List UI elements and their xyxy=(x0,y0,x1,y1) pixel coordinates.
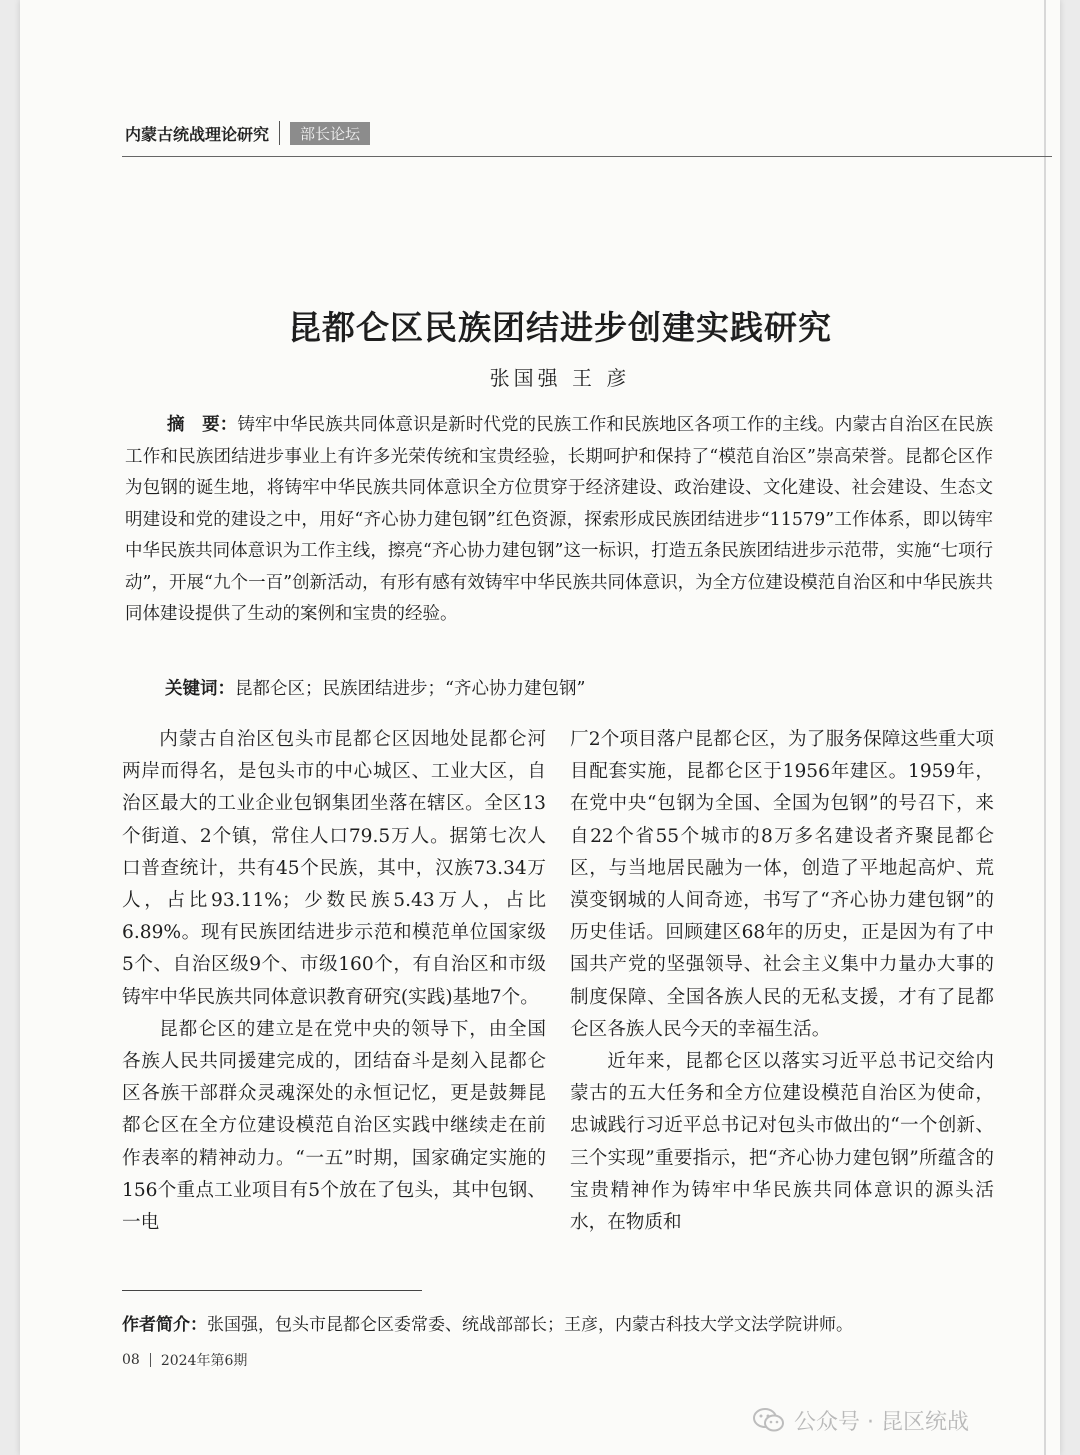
header-divider xyxy=(279,121,280,145)
article-title: 昆都仑区民族团结进步创建实践研究 xyxy=(288,308,832,347)
abstract-text: 铸牢中华民族共同体意识是新时代党的民族工作和民族地区各项工作的主线。内蒙古自治区在民族工作和民族团结进步事业上有许多光荣传统和宝贵经验，长期呵护和保持了“模范自治区”崇高荣誉。昆都仑区作为包钢的诞生地，将铸牢中华民族共同体意识全方位贯穿于经济建设、政治建设、文化建设、社会建设、生态文明建设和党的建设之中，用好“齐心协力建包钢”红色资源，探索形成民族团结进步“11579”工作体系，即以铸牢中华民族共同体意识为工作主线，擦亮“齐心协力建包钢”这一标识，打造五条民族团结进步示范带，实施“七项行动”，开展“九个一百”创新活动，有形有感有效铸牢中华民族共同体意识，为全方位建设模范自治区和中华民族共同体建设提供了生动的案例和宝贵的经验。 xyxy=(125,415,994,624)
body-paragraph: 厂2个项目落户昆都仑区，为了服务保障这些重大项目配套实施，昆都仑区于1956年建区。1959年，在党中央“包钢为全国、全国为包钢”的号召下，来自22个省55个城市的8万多名建设者齐聚昆都仑区，与当地居民融为一体，创造了平地起高炉、荒漠变钢城的人间奇迹，书写了“齐心协力建包钢”的历史佳话。回顾建区68年的历史，正是因为有了中国共产党的坚强领导、社会主义集中力量办大事的制度保障、全国各族人民的无私支援，才有了昆都仑区各族人民今天的幸福生活。 xyxy=(570,729,994,1040)
column-tag: 部长论坛 xyxy=(290,122,370,145)
body-column-left xyxy=(122,724,546,1239)
body-column-right xyxy=(570,724,994,1239)
abstract xyxy=(125,410,993,631)
page-number: 08 xyxy=(122,1352,140,1368)
body-paragraph: 内蒙古自治区包头市昆都仑区因地处昆都仑河两岸而得名，是包头市的中心城区、工业大区，自治区最大的工业企业包钢集团坐落在辖区。全区13个街道、2个镇，常住人口79.5万人。据第七次人口普查统计，共有45个民族，其中，汉族73.34万人，占比93.11%；少数民族5.43万人，占比6.89%。现有民族团结进步示范和模范单位国家级5个、自治区级9个、市级160个，有自治区和市级铸牢中华民族共同体意识教育研究(实践)基地7个。 xyxy=(122,729,546,1008)
header-rule xyxy=(122,156,1052,157)
page-footer xyxy=(122,1350,247,1370)
abstract-label: 摘 要： xyxy=(167,415,238,435)
issue-label: 2024年第6期 xyxy=(160,1353,248,1369)
keywords xyxy=(165,675,585,700)
author-note-text: 张国强，包头市昆都仑区委常委、统战部部长；王彦，内蒙古科技大学文法学院讲师。 xyxy=(207,1315,853,1335)
author-note xyxy=(122,1310,1002,1335)
footnote-rule xyxy=(122,1290,422,1291)
watermark xyxy=(752,1400,969,1440)
article-authors: 张国强 王 彦 xyxy=(489,366,631,390)
keywords-label: 关键词： xyxy=(165,679,235,699)
footer-divider xyxy=(150,1353,151,1367)
body-paragraph: 昆都仑区的建立是在党中央的领导下，由全国各族人民共同援建完成的，团结奋斗是刻入昆都仑区各族干部群众灵魂深处的永恒记忆，更是鼓舞昆都仑区在全方位建设模范自治区实践中继续走在前作表率的精神动力。“一五”时期，国家确定实施的156个重点工业项目有5个放在了包头，其中包钢、一电 xyxy=(122,1018,546,1234)
keywords-text: 昆都仑区；民族团结进步；“齐心协力建包钢” xyxy=(235,679,586,699)
journal-name: 内蒙古统战理论研究 xyxy=(125,124,270,144)
running-head xyxy=(125,118,370,148)
watermark-text: 公众号 · 昆区统战 xyxy=(794,1409,969,1435)
body-paragraph: 近年来，昆都仑区以落实习近平总书记交给内蒙古的五大任务和全方位建设模范自治区为使命，忠诚践行习近平总书记对包头市做出的“一个创新、三个实现”重要指示，把“齐心协力建包钢”所蕴含的宝贵精神作为铸牢中华民族共同体意识的源头活水，在物质和 xyxy=(570,1051,994,1234)
wechat-icon xyxy=(752,1406,786,1434)
author-note-label: 作者简介： xyxy=(122,1315,207,1335)
page-edge xyxy=(1044,0,1046,1455)
